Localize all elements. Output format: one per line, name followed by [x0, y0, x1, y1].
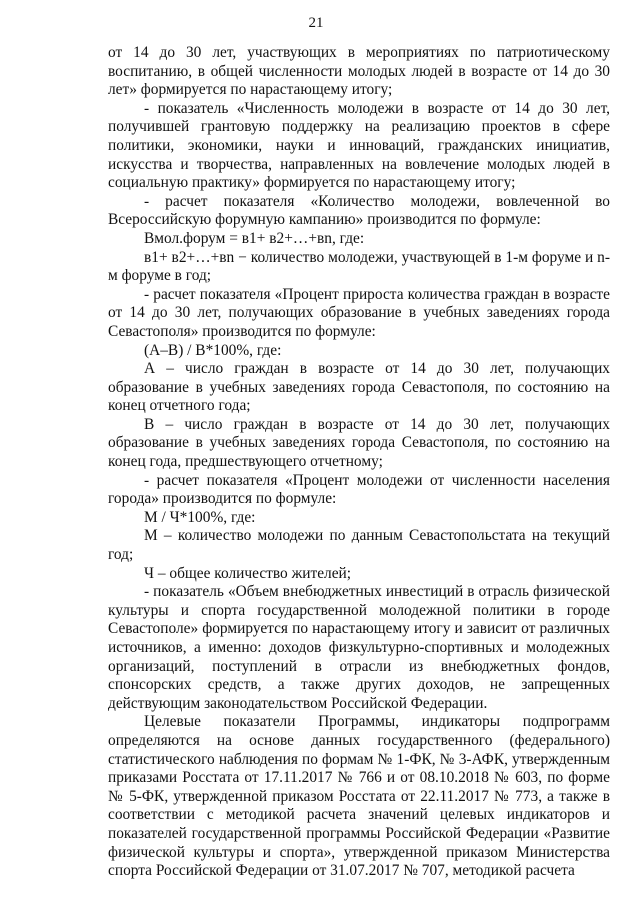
- paragraph-definition-b: В – число граждан в возрасте от 14 до 30 лет, получающих образование в учебных заведениях города Севастополя, по состоянию на конец года, предшествующего отчетному;: [108, 415, 610, 471]
- paragraph-education-growth-indicator: - расчет показателя «Процент прироста количества граждан в возрасте от 14 до 30 лет, получающих образование в учебных заведениях города Севастополя» производится по формуле:: [108, 285, 610, 340]
- paragraph-target-indicators-sources: Целевые показатели Программы, индикаторы подпрограмм определяются на основе данных государственного (федерального) статистического наблюдения по формам № 1-ФК, № 3-АФК, утвержденным приказами Росстата от 17.11.2017 № 766 и от 08.10.2018 № 603, по форме № 5-ФК, утвержденной приказом Росстата от 22.11.2017 № 773, а также в соответствии с методикой расчета значений целевых индикаторов и показателей государственной программы Российской Федерации «Развитие физической культуры и спорта», утвержденной приказом Министерства спорта Российской Федерации от 31.07.2017 № 707, методикой расчета: [108, 713, 610, 880]
- paragraph-definition-m: М – количество молодежи по данным Севастопольстата на текущий год;: [108, 527, 610, 564]
- paragraph-investment-indicator: - показатель «Объем внебюджетных инвестиций в отрасль физической культуры и спорта государственной молодежной политики в городе Севастополе» формируется по нарастающему итогу и зависит от различных источников, а именно: доходов физкультурно-спортивных и молодежных организаций, поступлений в отрасли из внебюджетных фондов, спонсорских средств, а также других доходов, не запрещенных действующим законодательством Российской Федерации.: [108, 583, 610, 712]
- formula-forum: Вмол.форум = в1+ в2+…+вn, где:: [144, 229, 365, 247]
- paragraph-youth-share-indicator: - расчет показателя «Процент молодежи от численности населения города» производится по формуле:: [108, 471, 610, 508]
- page-number: 21: [308, 15, 324, 31]
- paragraph-grant-support-indicator: - показатель «Численность молодежи в возрасте от 14 до 30 лет, получившей грантовую поддержку на реализацию проектов в сфере политики, экономики, науки и инноваций, гражданских инициатив, искусства и творчества, направленных на вовлечение молодых людей в социальную практику» формируется по нарастающему итогу;: [108, 99, 610, 192]
- document-body: [108, 44, 610, 881]
- formula-education-growth: (А–В) / В*100%, где:: [144, 341, 282, 359]
- formula-youth-share: М / Ч*100%, где:: [144, 508, 256, 526]
- paragraph-forum-campaign-indicator: - расчет показателя «Количество молодежи, вовлеченной во Всероссийскую форумную кампанию» производится по формуле:: [108, 192, 610, 229]
- paragraph-forum-formula-definition: в1+ в2+…+вn − количество молодежи, участвующей в 1-м форуме и n-м форуме в год;: [108, 248, 610, 285]
- paragraph-definition-a: А – число граждан в возрасте от 14 до 30 лет, получающих образование в учебных заведениях города Севастополя, по состоянию на конец отчетного года;: [108, 360, 610, 415]
- paragraph-age-share-continuation: от 14 до 30 лет, участвующих в мероприятиях по патриотическому воспитанию, в общей численности молодых людей в возрасте от 14 до 30 лет» формируется по нарастающему итогу;: [108, 44, 610, 99]
- paragraph-definition-ch: Ч – общее количество жителей;: [144, 564, 352, 582]
